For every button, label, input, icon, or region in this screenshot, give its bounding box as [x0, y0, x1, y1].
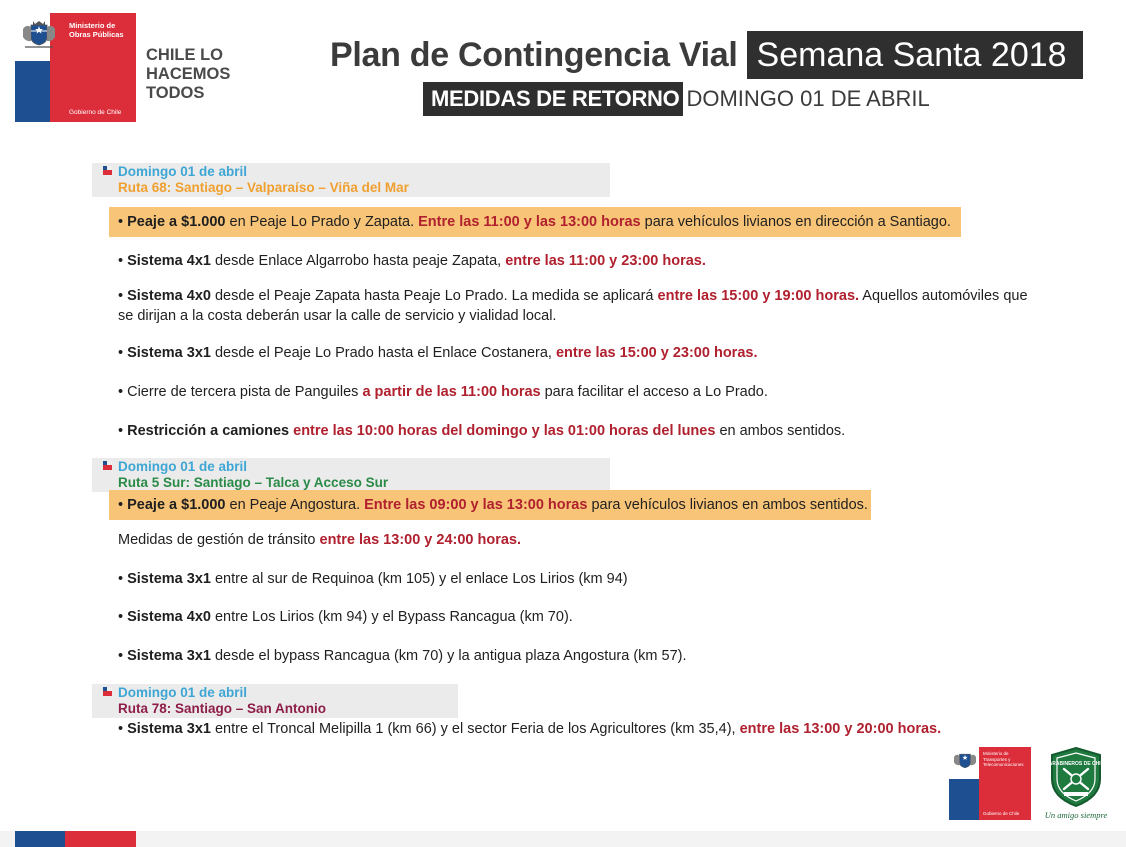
section-date: Domingo 01 de abril	[118, 685, 248, 700]
ministry-name: Ministerio de Obras Públicas	[69, 21, 124, 39]
coat-of-arms-icon	[19, 19, 59, 51]
mtt-gobierno-label: Gobierno de Chile	[983, 811, 1020, 816]
subtitle-box: MEDIDAS DE RETORNO	[423, 82, 683, 116]
footer-strip	[0, 831, 1126, 847]
measure-line: • Sistema 4x1 desde Enlace Algarrobo hasta peaje Zapata, entre las 11:00 y 23:00 horas.	[118, 253, 706, 269]
svg-text:CARABINEROS DE CHILE: CARABINEROS DE CHILE	[1045, 761, 1107, 767]
section-date: Domingo 01 de abril	[118, 459, 248, 474]
measure-line: Medidas de gestión de tránsito entre las 13:00 y 24:00 horas.	[118, 532, 522, 548]
measure-line: • Sistema 3x1 desde el Peaje Lo Prado hasta el Enlace Costanera, entre las 15:00 y 23:00 horas.	[118, 345, 758, 361]
measure-line: • Restricción a camiones entre las 10:00 horas del domingo y las 01:00 horas del lunes en ambos sentidos.	[118, 423, 846, 439]
coat-of-arms-icon	[951, 750, 979, 772]
page-subtitle	[423, 82, 930, 116]
measure-line: • Peaje a $1.000 en Peaje Angostura. Entre las 09:00 y las 13:00 horas para vehículos livianos en ambos sentidos.	[109, 490, 871, 520]
measure-line: • Cierre de tercera pista de Panguiles a partir de las 11:00 horas para facilitar el acceso a Lo Prado.	[118, 384, 768, 400]
section-header-ruta-5-sur	[92, 458, 610, 492]
flag-icon	[103, 166, 112, 175]
title-box: Semana Santa 2018	[747, 31, 1083, 79]
carabineros-logo	[1044, 745, 1108, 823]
gobierno-label: Gobierno de Chile	[69, 109, 122, 116]
carabineros-badge-icon	[1044, 745, 1108, 809]
section-header-ruta-68	[92, 163, 610, 197]
measure-line: • Sistema 4x0 desde el Peaje Zapata hasta Peaje Lo Prado. La medida se aplicará entre las 15:00 y 19:00 horas. Aquellos automóviles que se dirijan a la costa deberán usar la calle de servicio y vialidad local.	[118, 288, 1028, 324]
measure-line: • Sistema 3x1 desde el bypass Rancagua (km 70) y la antigua plaza Angostura (km 57).	[118, 648, 687, 664]
measure-line: • Sistema 4x0 entre Los Lirios (km 94) y el Bypass Rancagua (km 70).	[118, 609, 573, 625]
section-date: Domingo 01 de abril	[118, 164, 248, 179]
measure-line: • Sistema 3x1 entre al sur de Requinoa (km 105) y el enlace Los Lirios (km 94)	[118, 571, 628, 587]
section-route: Ruta 78: Santiago – San Antonio	[118, 701, 327, 716]
measure-line: • Sistema 3x1 entre el Troncal Melipilla 1 (km 66) y el sector Feria de los Agricultores (km 35,4), entre las 13:00 y 20:00 horas.	[118, 721, 942, 737]
title-main: Plan de Contingencia Vial	[330, 35, 738, 74]
subtitle-text: DOMINGO 01 DE ABRIL	[686, 86, 930, 111]
carabineros-tagline: Un amigo siempre	[1044, 810, 1108, 820]
section-route: Ruta 5 Sur: Santiago – Talca y Acceso Sur	[118, 475, 389, 490]
flag-icon	[103, 461, 112, 470]
slogan: CHILE LO HACEMOS TODOS	[146, 46, 231, 102]
mtt-ministry-name: Ministerio de Transportes y Telecomunicaciones	[983, 751, 1024, 767]
flag-icon	[103, 687, 112, 696]
section-route: Ruta 68: Santiago – Valparaíso – Viña del Mar	[118, 180, 409, 195]
measure-line: • Peaje a $1.000 en Peaje Lo Prado y Zapata. Entre las 11:00 y las 13:00 horas para vehículos livianos en dirección a Santiago.	[109, 207, 961, 237]
mtt-logo	[949, 747, 1031, 820]
page-title	[330, 31, 1083, 79]
section-header-ruta-78	[92, 684, 458, 718]
government-logo	[15, 13, 136, 122]
